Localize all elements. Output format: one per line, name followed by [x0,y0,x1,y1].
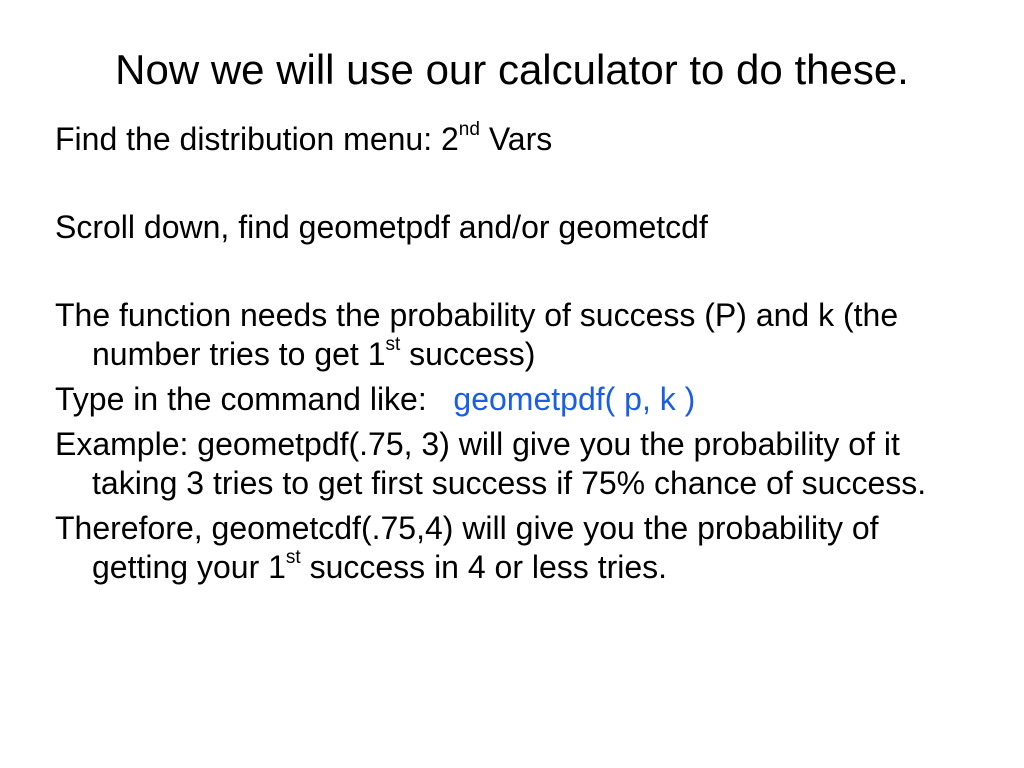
paragraph-scroll-down [55,208,975,247]
superscript: nd [458,119,480,141]
paragraph-type-command [55,380,975,419]
paragraph-example [55,425,975,503]
paragraph-text: Scroll down, find geometpdf and/or geometcdf [55,209,708,245]
paragraph-text: success) [400,336,536,372]
paragraph-text: success in 4 or less tries. [300,549,668,585]
command-example: geometpdf( p, k ) [453,381,696,417]
paragraph-therefore [55,509,975,587]
paragraph-function-needs [55,296,975,374]
paragraph-text: Example: geometpdf(.75, 3) will give you the probability of it taking 3 tries to get first success if 75% chance of success. [55,426,927,501]
slide-body [55,120,975,587]
paragraph-text: Find the distribution menu: 2 [55,121,459,157]
paragraph-text: The function needs the probability of success (P) and k (the number tries to get 1 [55,297,899,372]
paragraph-text: Type in the command like: [55,381,454,417]
paragraph-distribution-menu [55,120,975,159]
slide-title: Now we will use our calculator to do these. [115,46,909,93]
superscript: st [285,547,301,569]
superscript: st [385,334,401,356]
paragraph-text: Therefore, geometcdf(.75,4) will give you the probability of getting your 1 [55,510,879,585]
paragraph-text: Vars [479,121,553,157]
